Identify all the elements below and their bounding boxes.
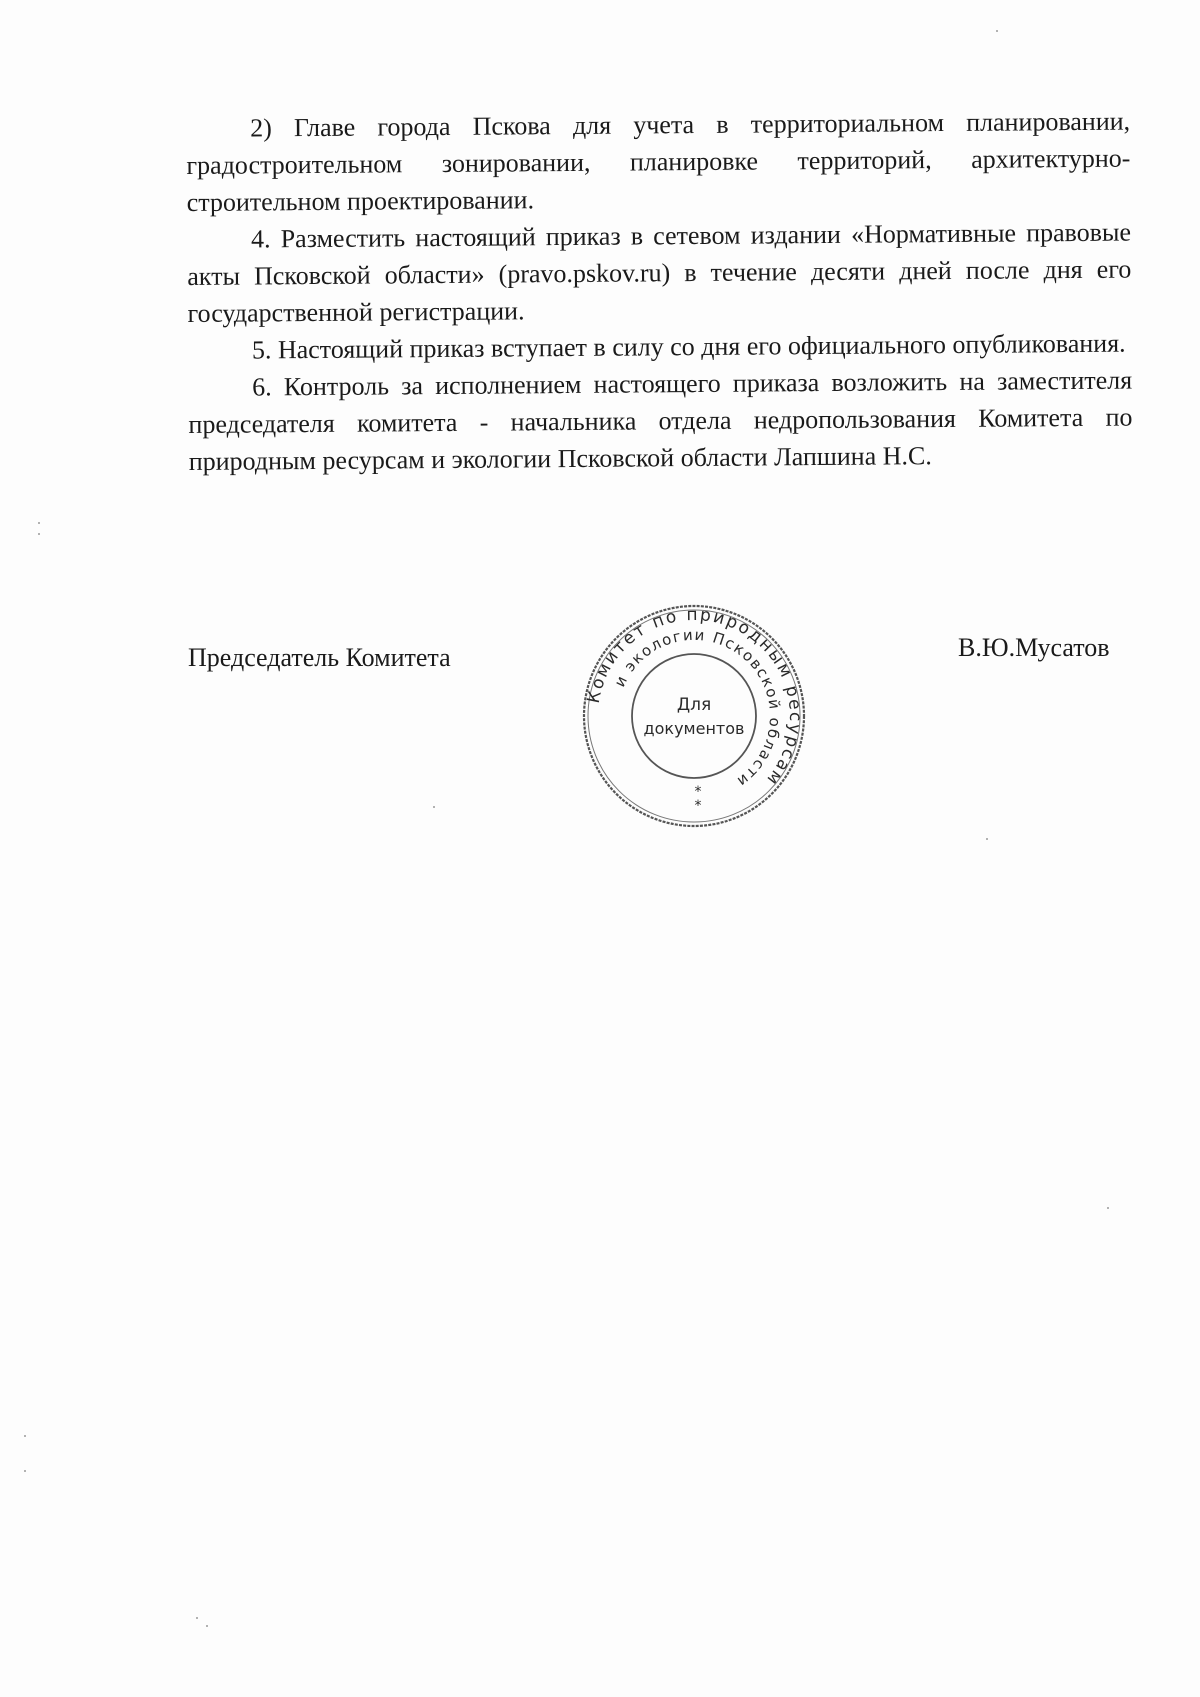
scan-speck	[38, 522, 40, 524]
stamp-center-line1: Для	[676, 695, 712, 715]
stamp-star-1: *	[694, 784, 702, 800]
document-body	[186, 103, 1133, 480]
scan-speck	[1107, 1207, 1109, 1209]
scan-speck	[38, 533, 40, 535]
paragraph-2: 2) Главе города Пскова для учета в территориальном планировании, градостроительном зонировании, планировке территорий, архитектурно-строительном проектировании.	[186, 106, 1131, 217]
signature-title: Председатель Комитета	[188, 643, 451, 672]
scan-speck	[196, 1617, 198, 1619]
scan-speck	[206, 1625, 208, 1627]
official-stamp	[578, 600, 810, 832]
scan-speck	[24, 1435, 26, 1437]
stamp-star-2: *	[694, 798, 702, 814]
scan-speck	[986, 838, 988, 840]
paragraph-5: 5. Настоящий приказ вступает в силу со дня его официального опубликования.	[251, 328, 1126, 365]
paragraph-6: 6. Контроль за исполнением настоящего приказа возложить на заместителя председателя комитета - начальника отдела недропользования Комитета по природным ресурсам и экологии Псковской области Лапшина Н.С.	[188, 365, 1133, 476]
stamp-graphic	[578, 600, 810, 832]
stamp-center-line2: документов	[643, 719, 745, 738]
paragraph-4: 4. Разместить настоящий приказ в сетевом издании «Нормативные правовые акты Псковской области» (pravo.pskov.ru) в течение десяти дней после дня его государственной регистрации.	[187, 217, 1132, 328]
stamp-outer-text: Комитет по природным ресурсам	[583, 604, 806, 790]
scan-speck	[996, 30, 998, 32]
stamp-inner-text: и экологии Псковской области	[610, 625, 785, 792]
scan-speck	[24, 1470, 26, 1472]
signature-name: В.Ю.Мусатов	[958, 633, 1110, 662]
scan-speck	[433, 806, 435, 808]
